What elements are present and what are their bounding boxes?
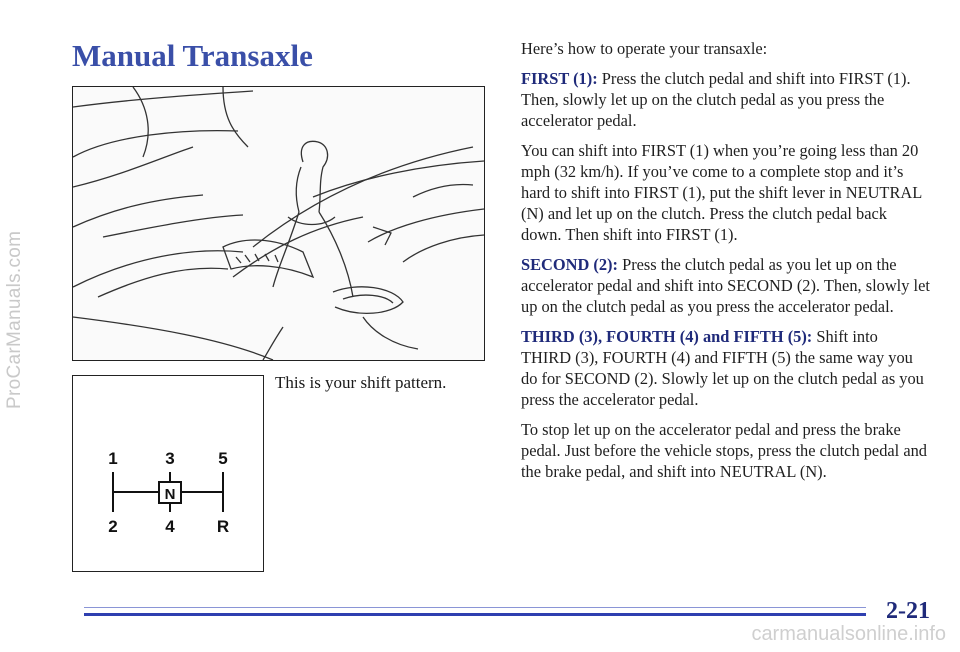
footer-rule-thin bbox=[84, 607, 866, 608]
second-gear-heading: SECOND (2): bbox=[521, 255, 618, 274]
first-gear-text: Press the clutch pedal and shift into FIRST (1). Then, slowly let up on the clutch pedal as you press the accelerator pedal. bbox=[521, 69, 911, 130]
stopping-paragraph: To stop let up on the accelerator pedal and press the brake pedal. Just before the vehicle stops, press the clutch pedal and the brake pedal, and shift into NEUTRAL (N). bbox=[521, 420, 927, 481]
higher-gears-text: Shift into THIRD (3), FOURTH (4) and FIFTH (5) the same way you do for SECOND (2). Slowly let up on the clutch pedal as you press the accelerator pedal. bbox=[521, 327, 924, 409]
instructions-column bbox=[521, 38, 931, 491]
gear-5-label: 5 bbox=[218, 449, 228, 468]
higher-gears-paragraph bbox=[521, 326, 931, 410]
shift-pattern-caption: This is your shift pattern. bbox=[275, 373, 447, 392]
shifter-drawing bbox=[73, 87, 484, 360]
bottom-watermark: carmanualsonline.info bbox=[751, 623, 946, 645]
page-title: Manual Transaxle bbox=[72, 38, 313, 73]
footer-rule bbox=[84, 613, 866, 616]
gear-4-label: 4 bbox=[165, 517, 175, 536]
neutral-label: N bbox=[164, 486, 176, 503]
higher-gears-heading: THIRD (3), FOURTH (4) and FIFTH (5): bbox=[521, 327, 813, 346]
side-watermark: ProCarManuals.com bbox=[4, 230, 25, 410]
gear-2-label: 2 bbox=[108, 517, 118, 536]
gear-3-label: 3 bbox=[165, 449, 175, 468]
shifter-illustration bbox=[72, 86, 485, 361]
first-gear-note: You can shift into FIRST (1) when you’re going less than 20 mph (32 km/h). If you’ve come to a complete stop and it’s hard to shift into FIRST (1), put the shift lever in NEUTRAL (N) and let up on the clutch. Press the clutch pedal back down. Then shift into FIRST (1). bbox=[521, 141, 922, 244]
shift-pattern-diagram bbox=[72, 375, 264, 572]
first-gear-paragraph bbox=[521, 68, 931, 131]
first-gear-heading: FIRST (1): bbox=[521, 69, 598, 88]
second-gear-paragraph bbox=[521, 254, 931, 317]
page-number: 2-21 bbox=[886, 598, 930, 624]
gear-r-label: R bbox=[216, 517, 230, 536]
intro-text: Here’s how to operate your transaxle: bbox=[521, 39, 768, 58]
shift-pattern-drawing bbox=[73, 376, 263, 571]
second-gear-text: Press the clutch pedal as you let up on the accelerator pedal and shift into SECOND (2). Then, slowly let up on the clutch pedal as you press the accelerator pedal. bbox=[521, 255, 930, 316]
gear-1-label: 1 bbox=[108, 449, 118, 468]
